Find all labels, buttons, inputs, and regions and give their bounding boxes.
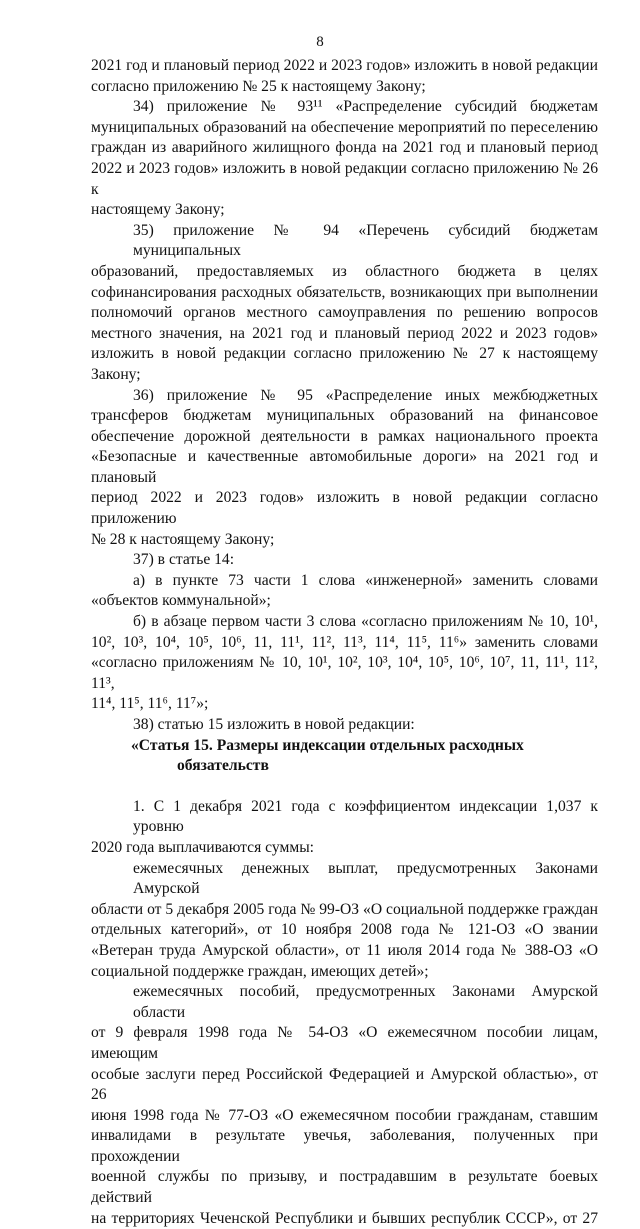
text-line: «Безопасные и качественные автомобильные дороги» на 2021 год и плановый <box>91 448 598 486</box>
article-heading-line: «Статья 15. Размеры индексации отдельных расходных <box>131 736 524 754</box>
text-line: на территориях Чеченской Республики и бывших республик СССР», от 27 <box>91 1209 598 1227</box>
text-line: 35) приложение № 94 «Перечень субсидий бюджетам муниципальных <box>133 221 598 260</box>
text-line: трансферов бюджетам муниципальных образований на финансовое <box>91 407 598 425</box>
text-line: 2021 год и плановый период 2022 и 2023 годов» изложить в новой редакции <box>91 57 598 74</box>
text-line: социальной поддержке граждан, имеющих детей»; <box>91 962 429 980</box>
text-line: настоящему Закону; <box>91 201 225 219</box>
text-line: отдельных категорий», от 10 ноября 2008 года № 121-ОЗ «О звании <box>91 921 598 939</box>
text-line: софинансирования расходных обязательств, возникающих при выполнении <box>91 283 598 301</box>
text-line: образований, предоставляемых из областного бюджета в целях <box>91 262 598 280</box>
text-line: обеспечение дорожной деятельности в рамках национального проекта <box>91 427 598 445</box>
text-line: местного значения, на 2021 год и плановый период 2022 и 2023 годов» <box>91 324 598 342</box>
article-heading-line: обязательств <box>177 757 269 775</box>
text-line: муниципальных образований на обеспечение мероприятий по переселению <box>91 118 598 136</box>
text-line: июня 1998 года № 77-ОЗ «О ежемесячном пособии гражданам, ставшим <box>91 1106 598 1124</box>
text-line: 2022 и 2023 годов» изложить в новой редакции согласно приложению № 26 к <box>91 159 598 198</box>
text-line: «Ветеран труда Амурской области», от 11 июля 2014 года № 388-ОЗ «О <box>91 941 598 959</box>
text-line: области от 5 декабря 2005 года № 99-ОЗ «О социальной поддержке граждан <box>91 900 598 918</box>
document-body <box>91 56 598 1229</box>
text-line: период 2022 и 2023 годов» изложить в новой редакции согласно приложению <box>91 489 598 528</box>
text-line: 36) приложение № 95 «Распределение иных межбюджетных <box>133 386 598 404</box>
text-line: 11⁴, 11⁵, 11⁶, 11⁷»; <box>91 695 209 713</box>
text-line: «согласно приложениям № 10, 10¹, 10², 10³, 10⁴, 10⁵, 10⁶, 10⁷, 11, 11¹, 11², 11³, <box>91 654 598 692</box>
text-line: а) в пункте 73 части 1 слова «инженерной» заменить словами <box>133 571 598 589</box>
text-line: особые заслуги перед Российской Федерацией и Амурской областью», от 26 <box>91 1065 598 1104</box>
text-line: 37) в статье 14: <box>133 551 235 569</box>
page-number: 8 <box>316 34 324 50</box>
text-line: ежемесячных пособий, предусмотренных Законами Амурской области <box>133 983 598 1021</box>
text-line: военной службы по призыву, и пострадавшим в результате боевых действий <box>91 1168 598 1207</box>
text-line: 1. С 1 декабря 2021 года с коэффициентом индексации 1,037 к уровню <box>133 797 598 836</box>
text-line: 34) приложение № 93¹¹ «Распределение субсидий бюджетам <box>133 98 598 116</box>
text-line: 38) статью 15 изложить в новой редакции: <box>133 716 415 733</box>
text-line: № 28 к настоящему Закону; <box>91 530 275 548</box>
text-line: Закону; <box>91 365 141 383</box>
text-line: 10², 10³, 10⁴, 10⁵, 10⁶, 11, 11¹, 11², 11³, 11⁴, 11⁵, 11⁶» заменить словами <box>91 633 598 651</box>
text-line: «объектов коммунальной»; <box>91 592 271 610</box>
text-line: граждан из аварийного жилищного фонда на 2021 год и плановый период <box>91 139 598 157</box>
text-line: ежемесячных денежных выплат, предусмотренных Законами Амурской <box>133 859 598 898</box>
text-line: инвалидами в результате увечья, заболевания, полученных при прохождении <box>91 1127 598 1165</box>
text-line: изложить в новой редакции согласно приложению № 27 к настоящему <box>91 345 598 363</box>
text-line: б) в абзаце первом части 3 слова «согласно приложениям № 10, 10¹, <box>133 613 598 631</box>
text-line: 2020 года выплачиваются суммы: <box>91 838 315 856</box>
text-line: от 9 февраля 1998 года № 54-ОЗ «О ежемесячном пособии лицам, имеющим <box>91 1024 598 1062</box>
paragraph-gap <box>91 777 598 797</box>
text-line: полномочий органов местного самоуправления по решению вопросов <box>91 304 598 322</box>
text-line: согласно приложению № 25 к настоящему Закону; <box>91 77 426 95</box>
